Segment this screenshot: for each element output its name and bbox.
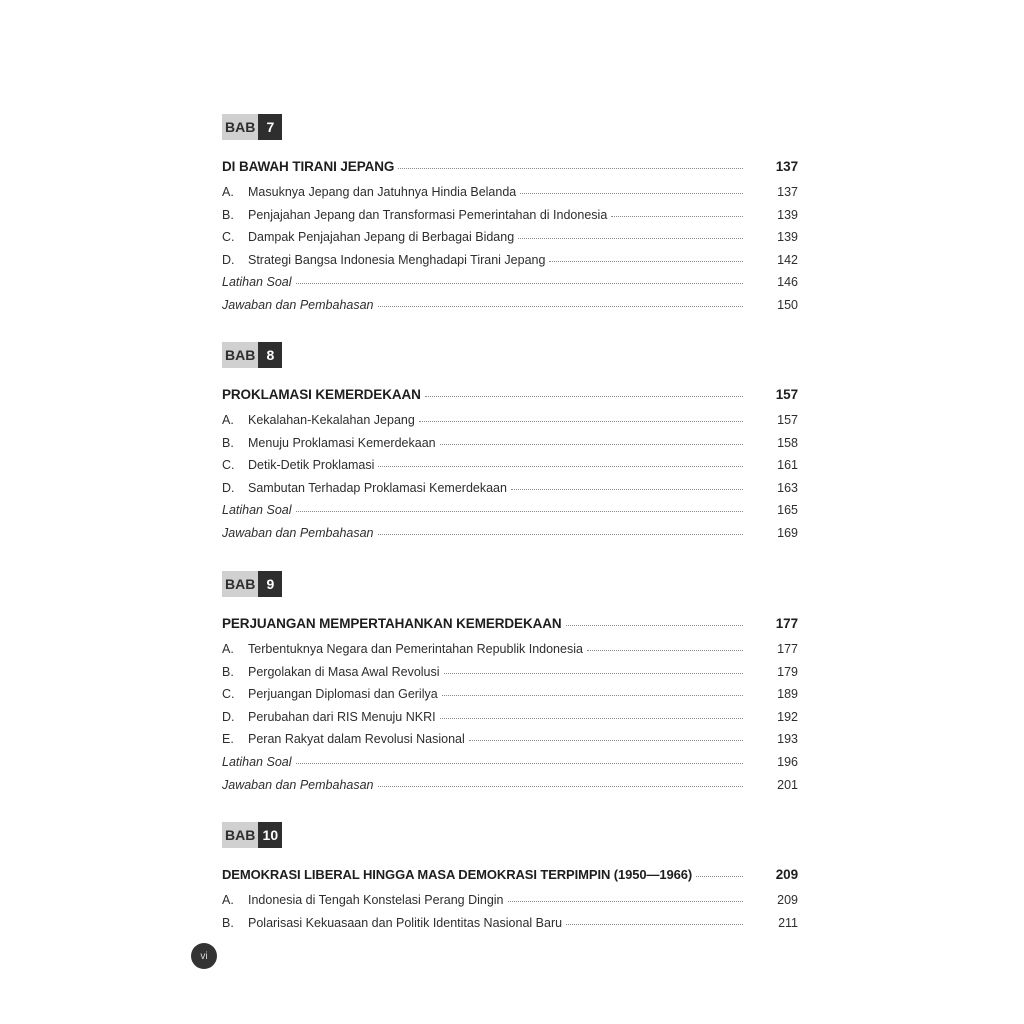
entry-letter: B. — [222, 664, 234, 679]
dot-leader — [518, 237, 743, 239]
entry-label: Perubahan dari RIS Menuju NKRI — [248, 709, 436, 724]
dot-leader — [378, 533, 743, 535]
toc-entry-answers — [222, 298, 798, 321]
entry-page: 196 — [777, 754, 798, 769]
toc-entry — [222, 413, 798, 436]
chapter-number: 7 — [258, 114, 282, 140]
chapter-title: DEMOKRASI LIBERAL HINGGA MASA DEMOKRASI TERPIMPIN (1950—1966) — [222, 867, 693, 882]
entry-label: Jawaban dan Pembahasan — [222, 297, 374, 312]
entry-page: 142 — [777, 252, 798, 267]
dot-leader — [611, 215, 743, 217]
chapter-title-page: 177 — [775, 616, 798, 631]
toc-entry-answers — [222, 778, 798, 801]
entry-page: 146 — [777, 275, 798, 290]
dot-leader — [442, 694, 743, 696]
toc-entry — [222, 253, 798, 276]
entry-letter: E. — [222, 732, 234, 747]
toc-entry-answers — [222, 526, 798, 549]
entry-page: 169 — [777, 525, 798, 540]
dot-leader — [440, 717, 743, 719]
chapter-number: 10 — [258, 822, 282, 848]
dot-leader — [440, 443, 743, 445]
entry-label: Latihan Soal — [222, 754, 292, 769]
entry-letter: C. — [222, 458, 235, 473]
entry-label: Jawaban dan Pembahasan — [222, 777, 374, 792]
toc-entry-exercises — [222, 503, 798, 526]
entry-label: Perjuangan Diplomasi dan Gerilya — [248, 687, 438, 702]
toc-entry — [222, 893, 798, 916]
entry-letter: A. — [222, 642, 234, 656]
toc-entry-exercises — [222, 755, 798, 778]
chapter-title-row — [222, 616, 798, 636]
dot-leader — [398, 167, 743, 169]
entry-letter: A. — [222, 893, 234, 907]
toc-entry — [222, 185, 798, 208]
entry-label: Jawaban dan Pembahasan — [222, 525, 374, 540]
entry-label: Kekalahan-Kekalahan Jepang — [248, 413, 415, 427]
chapter-number: 8 — [258, 342, 282, 368]
dot-leader — [469, 739, 743, 741]
entry-label: Strategi Bangsa Indonesia Menghadapi Tirani Jepang — [248, 252, 546, 267]
entry-label: Polarisasi Kekuasaan dan Politik Identitas Nasional Baru — [248, 915, 563, 930]
dot-leader — [566, 624, 743, 626]
entry-label: Peran Rakyat dalam Revolusi Nasional — [248, 732, 465, 747]
chapter-badge-label: BAB — [222, 571, 258, 597]
entry-label: Masuknya Jepang dan Jatuhnya Hindia Belanda — [248, 185, 517, 199]
dot-leader — [696, 875, 743, 877]
toc-entry — [222, 916, 798, 939]
dot-leader — [419, 420, 743, 422]
entry-page: 163 — [777, 480, 798, 495]
entry-letter: D. — [222, 252, 235, 267]
entry-letter: D. — [222, 480, 235, 495]
chapter-badge — [222, 342, 798, 368]
chapter-title-page: 209 — [775, 867, 798, 882]
entry-label: Latihan Soal — [222, 503, 292, 518]
entry-label: Menuju Proklamasi Kemerdekaan — [248, 435, 436, 450]
entry-label: Pergolakan di Masa Awal Revolusi — [248, 664, 440, 679]
entry-label: Terbentuknya Negara dan Pemerintahan Republik Indonesia — [248, 642, 583, 656]
toc-entry — [222, 665, 798, 688]
chapter-badge — [222, 822, 798, 848]
chapter-badge — [222, 114, 798, 140]
entry-letter: C. — [222, 687, 235, 702]
entry-label: Sambutan Terhadap Proklamasi Kemerdekaan — [248, 480, 507, 495]
entry-letter: B. — [222, 915, 234, 930]
toc-entry — [222, 732, 798, 755]
dot-leader — [508, 900, 743, 902]
chapter-badge-label: BAB — [222, 822, 258, 848]
chapter-title-page: 157 — [775, 387, 798, 402]
dot-leader — [378, 465, 743, 467]
entry-page: 158 — [777, 435, 798, 450]
chapter-badge-label: BAB — [222, 114, 258, 140]
entry-page: 209 — [777, 893, 798, 907]
chapter-9 — [222, 571, 798, 800]
entry-page: 161 — [777, 458, 798, 473]
page-number-badge: vi — [191, 943, 217, 969]
entry-letter: A. — [222, 185, 234, 199]
dot-leader — [444, 672, 743, 674]
entry-page: 139 — [777, 230, 798, 245]
entry-letter: D. — [222, 709, 235, 724]
entry-label: Dampak Penjajahan Jepang di Berbagai Bidang — [248, 230, 515, 245]
entry-page: 177 — [777, 642, 798, 656]
dot-leader — [378, 305, 743, 307]
chapter-10 — [222, 822, 798, 938]
dot-leader — [566, 923, 743, 925]
toc-entry — [222, 458, 798, 481]
toc-entry — [222, 642, 798, 665]
toc-entry — [222, 208, 798, 231]
chapter-title-page: 137 — [775, 159, 798, 174]
chapter-title: PERJUANGAN MEMPERTAHANKAN KEMERDEKAAN — [222, 616, 562, 631]
dot-leader — [296, 510, 743, 512]
entry-letter: C. — [222, 230, 235, 245]
dot-leader — [296, 762, 743, 764]
entry-letter: A. — [222, 413, 234, 427]
entry-label: Penjajahan Jepang dan Transformasi Pemerintahan di Indonesia — [248, 207, 608, 222]
chapter-8 — [222, 342, 798, 549]
entry-page: 157 — [777, 413, 798, 427]
dot-leader — [587, 649, 743, 651]
toc-entry — [222, 687, 798, 710]
chapter-number: 9 — [258, 571, 282, 597]
dot-leader — [296, 282, 743, 284]
chapter-title-row — [222, 867, 798, 887]
toc-entry — [222, 710, 798, 733]
chapter-7 — [222, 114, 798, 321]
entry-page: 192 — [777, 709, 798, 724]
toc-entry — [222, 230, 798, 253]
entry-label: Indonesia di Tengah Konstelasi Perang Dingin — [248, 893, 504, 907]
chapter-title-row — [222, 387, 798, 407]
entry-label: Latihan Soal — [222, 275, 292, 290]
chapter-badge-label: BAB — [222, 342, 258, 368]
dot-leader — [549, 260, 743, 262]
dot-leader — [511, 488, 743, 490]
entry-page: 137 — [777, 185, 798, 199]
chapter-badge — [222, 571, 798, 597]
chapter-title: PROKLAMASI KEMERDEKAAN — [222, 387, 421, 402]
chapter-title: DI BAWAH TIRANI JEPANG — [222, 159, 395, 174]
entry-page: 211 — [778, 915, 798, 930]
dot-leader — [425, 395, 743, 397]
dot-leader — [378, 785, 743, 787]
entry-page: 193 — [777, 732, 798, 747]
entry-letter: B. — [222, 207, 234, 222]
chapter-title-row — [222, 159, 798, 179]
entry-page: 179 — [777, 664, 798, 679]
entry-page: 201 — [777, 777, 798, 792]
entry-page: 189 — [777, 687, 798, 702]
entry-page: 165 — [777, 503, 798, 518]
dot-leader — [520, 192, 743, 194]
entry-page: 139 — [777, 207, 798, 222]
toc-entry — [222, 436, 798, 459]
entry-label: Detik-Detik Proklamasi — [248, 458, 375, 473]
entry-page: 150 — [777, 297, 798, 312]
toc-entry — [222, 481, 798, 504]
toc-entry-exercises — [222, 275, 798, 298]
entry-letter: B. — [222, 435, 234, 450]
